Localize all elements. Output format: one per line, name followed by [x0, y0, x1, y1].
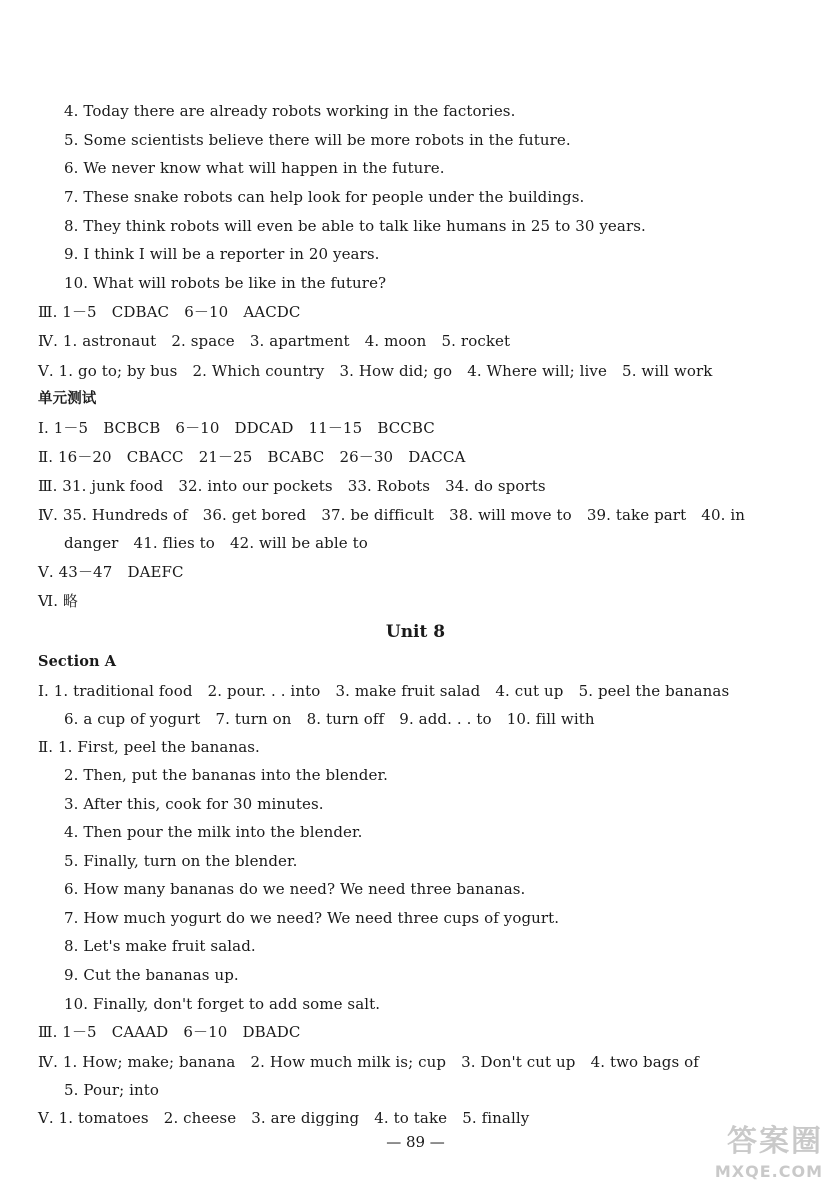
answer-line: 4. Today there are already robots working in the factories.	[64, 102, 516, 120]
answer-line: 6. How many bananas do we need? We need three bananas.	[64, 880, 526, 898]
answer-line: Ⅳ. 1. How; make; banana 2. How much milk is; cup 3. Don't cut up 4. two bags of	[38, 1053, 699, 1071]
answer-line: Ⅴ. 1. tomatoes 2. cheese 3. are digging 4. to take 5. finally	[38, 1109, 530, 1127]
answer-line: 7. How much yogurt do we need? We need three cups of yogurt.	[64, 909, 560, 927]
answer-line: 6. a cup of yogurt 7. turn on 8. turn off 9. add. . . to 10. fill with	[64, 710, 595, 728]
answer-line: Ⅵ. 略	[38, 592, 79, 610]
answer-line: Ⅱ. 1. First, peel the bananas.	[38, 738, 260, 756]
answer-line: 5. Pour; into	[64, 1081, 160, 1099]
site-watermark	[698, 1122, 823, 1192]
answer-line: 10. Finally, don't forget to add some salt.	[64, 995, 381, 1013]
answer-line: Ⅳ. 1. astronaut 2. space 3. apartment 4. moon 5. rocket	[38, 332, 511, 350]
answer-line: 6. We never know what will happen in the future.	[64, 159, 445, 177]
answer-line: Ⅴ. 43－47 DAEFC	[38, 563, 184, 581]
answer-line: Ⅰ. 1. traditional food 2. pour. . . into 3. make fruit salad 4. cut up 5. peel the bananas	[38, 682, 730, 700]
answer-line: danger 41. flies to 42. will be able to	[64, 534, 368, 552]
section-heading: Section A	[38, 653, 117, 670]
unit-test-heading: 单元测试	[38, 390, 97, 407]
answer-line: 9. Cut the bananas up.	[64, 966, 239, 984]
answer-line: 3. After this, cook for 30 minutes.	[64, 795, 324, 813]
answer-line: 9. I think I will be a reporter in 20 years.	[64, 245, 380, 263]
answer-line: Ⅲ. 1－5 CDBAC 6－10 AACDC	[38, 303, 301, 321]
page-number: — 89 —	[386, 1133, 445, 1151]
answer-line: 2. Then, put the bananas into the blender.	[64, 766, 388, 784]
answer-line: 10. What will robots be like in the future?	[64, 274, 387, 292]
watermark-url: MXQE.COM	[714, 1162, 823, 1181]
unit-title: Unit 8	[385, 622, 446, 642]
answer-line: 8. Let's make fruit salad.	[64, 937, 256, 955]
answer-line: 8. They think robots will even be able to talk like humans in 25 to 30 years.	[64, 217, 646, 235]
answer-line: Ⅴ. 1. go to; by bus 2. Which country 3. How did; go 4. Where will; live 5. will work	[38, 362, 713, 380]
answer-line: 7. These snake robots can help look for people under the buildings.	[64, 188, 585, 206]
answer-line: 5. Finally, turn on the blender.	[64, 852, 298, 870]
answer-line: Ⅱ. 16－20 CBACC 21－25 BCABC 26－30 DACCA	[38, 448, 466, 466]
answer-line: 5. Some scientists believe there will be more robots in the future.	[64, 131, 571, 149]
watermark-logo-text: 答案圈	[727, 1124, 823, 1159]
answer-line: 4. Then pour the milk into the blender.	[64, 823, 363, 841]
answer-line: Ⅲ. 1－5 CAAAD 6－10 DBADC	[38, 1023, 301, 1041]
answer-line: Ⅰ. 1－5 BCBCB 6－10 DDCAD 11－15 BCCBC	[38, 419, 435, 437]
answer-line: Ⅳ. 35. Hundreds of 36. get bored 37. be difficult 38. will move to 39. take part 40. in	[38, 506, 745, 524]
answer-line: Ⅲ. 31. junk food 32. into our pockets 33. Robots 34. do sports	[38, 477, 546, 495]
